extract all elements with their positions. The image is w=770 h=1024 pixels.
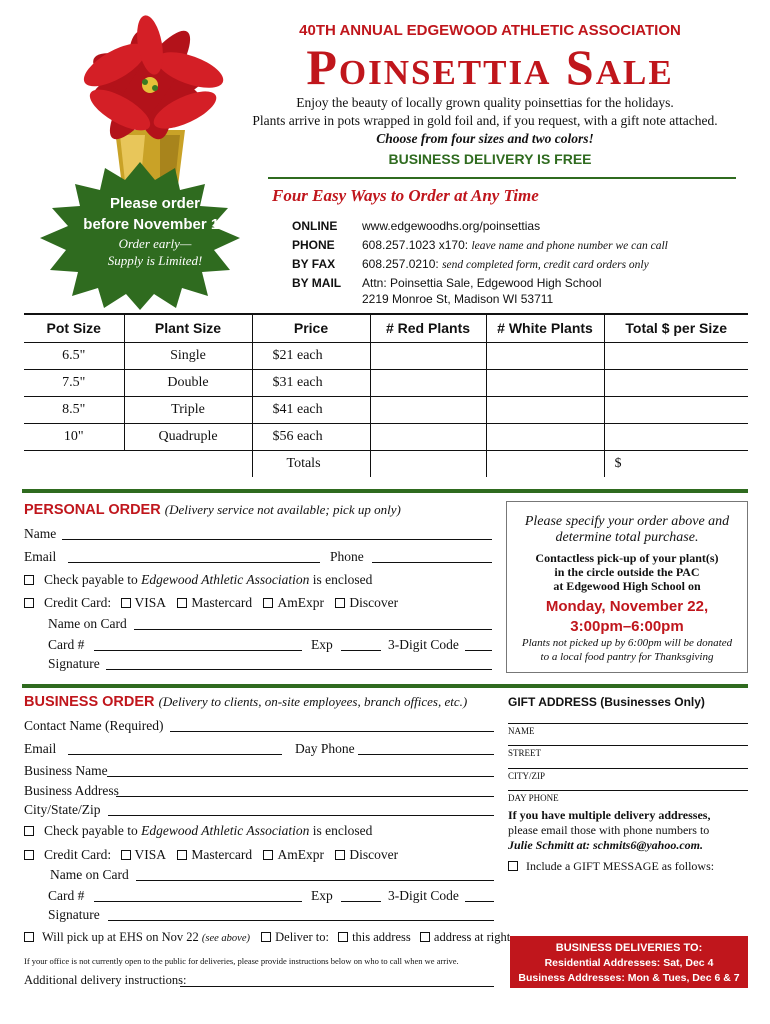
- card-number-field[interactable]: [94, 650, 302, 651]
- business-name-label: Business Name: [24, 763, 108, 778]
- pickup-note-line: Plants not picked up by 6:00pm will be donated: [521, 637, 733, 649]
- will-pickup-label: Will pick up at EHS on Nov 22: [42, 930, 202, 944]
- online-link[interactable]: www.edgewoodhs.org/poinsettias: [362, 219, 541, 233]
- gift-address-title: GIFT ADDRESS (Businesses Only): [508, 695, 705, 709]
- table-header-row: [24, 314, 748, 342]
- pickup-day: Monday, November 22,: [545, 598, 709, 615]
- personal-order-note: (Delivery service not available; pick up only): [164, 502, 401, 517]
- total-cell[interactable]: [604, 396, 748, 423]
- card-number-label: Card #: [48, 637, 85, 652]
- visa-label: VISA: [134, 595, 167, 610]
- business-name-on-card-field[interactable]: [136, 880, 494, 881]
- business-deliveries: Business Addresses: Mon & Tues, Dec 6 & 7: [518, 972, 740, 984]
- business-name-on-card-label: Name on Card: [50, 867, 129, 882]
- name-label: Name: [24, 526, 57, 541]
- total-cell[interactable]: [604, 369, 748, 396]
- red-plants-cell[interactable]: [370, 342, 486, 369]
- mail-label: BY MAIL: [292, 276, 342, 290]
- gift-message-label: Include a GIFT MESSAGE as follows:: [526, 859, 715, 873]
- discover-label: Discover: [349, 595, 399, 610]
- white-plants-cell[interactable]: [486, 369, 604, 396]
- plant-size: Quadruple: [124, 423, 252, 450]
- gift-street-caption: STREET: [508, 748, 541, 758]
- total-cell[interactable]: [604, 423, 748, 450]
- city-state-zip-label: City/State/Zip: [24, 802, 101, 817]
- column-header: Plant Size: [124, 314, 252, 342]
- badge-line: before November 11: [83, 216, 227, 233]
- check-text: Check payable to: [44, 823, 142, 838]
- white-plants-cell[interactable]: [486, 396, 604, 423]
- online-label: ONLINE: [292, 219, 338, 233]
- divider: [268, 177, 736, 179]
- pickup-note: [506, 636, 748, 664]
- check-text-end: is enclosed: [309, 823, 373, 838]
- intro-highlight: Choose from four sizes and two colors!: [376, 131, 594, 146]
- email-field[interactable]: [68, 562, 320, 563]
- this-address-checkbox[interactable]: [338, 932, 348, 942]
- multi-address-note: please email those with phone numbers to: [508, 823, 710, 837]
- check-text: Check payable to: [44, 572, 142, 587]
- gift-name-caption: NAME: [508, 726, 535, 736]
- gift-city-caption: CITY/ZIP: [508, 771, 545, 781]
- delivery-options: [24, 930, 510, 945]
- phone-label: Phone: [330, 549, 364, 564]
- pickup-location: [506, 551, 748, 593]
- city-state-zip-field[interactable]: [108, 815, 494, 816]
- price: $31 each: [252, 369, 370, 396]
- discover-label: Discover: [349, 847, 399, 862]
- pot-size: 6.5": [24, 342, 124, 369]
- deliver-to-checkbox[interactable]: [261, 932, 271, 942]
- fax-note: send completed form, credit card orders only: [442, 259, 649, 271]
- gift-city-field[interactable]: [508, 768, 748, 769]
- check-option: [24, 572, 372, 588]
- business-discover-checkbox[interactable]: [335, 850, 345, 860]
- contact-name-field[interactable]: [170, 731, 494, 732]
- column-header: Pot Size: [24, 314, 124, 342]
- business-check-option: [24, 823, 372, 839]
- ways-to-order-title: Four Easy Ways to Order at Any Time: [272, 186, 539, 205]
- plant-size: Double: [124, 369, 252, 396]
- mail-address-line2: 2219 Monroe St, Madison WI 53711: [362, 292, 554, 306]
- visa-checkbox[interactable]: [121, 598, 131, 608]
- badge-line: Order early—: [118, 236, 192, 251]
- discover-checkbox[interactable]: [335, 598, 345, 608]
- will-pickup-note: (see above): [201, 933, 251, 944]
- phone-label: PHONE: [292, 238, 335, 252]
- pickup-line: Contactless pick-up of your plant(s): [535, 551, 719, 565]
- contact-name-label: Contact Name (Required): [24, 718, 164, 733]
- check-checkbox[interactable]: [24, 575, 34, 585]
- business-name-field[interactable]: [107, 776, 494, 777]
- totals-label: Totals: [252, 450, 370, 477]
- pickup-time: 3:00pm–6:00pm: [570, 618, 684, 635]
- business-address-field[interactable]: [116, 796, 494, 797]
- deliver-to-label: Deliver to:: [275, 930, 329, 944]
- deliveries-heading: BUSINESS DELIVERIES TO:: [555, 942, 703, 954]
- pickup-instructions: [506, 514, 748, 546]
- plant-size: Single: [124, 342, 252, 369]
- exp-field[interactable]: [341, 650, 381, 651]
- office-note: If your office is not currently open to the public for deliveries, please provide instructions below on who to call when we arrive.: [24, 956, 459, 966]
- page-title: Poinsettia Sale: [306, 39, 674, 95]
- business-visa-checkbox[interactable]: [121, 850, 131, 860]
- column-header: Price: [252, 314, 370, 342]
- business-code-field[interactable]: [465, 901, 494, 902]
- amexpr-label: AmExpr: [277, 847, 324, 862]
- phone-note: leave name and phone number we can call: [471, 240, 668, 252]
- phone-value: [362, 238, 668, 252]
- business-signature-label: Signature: [48, 907, 100, 922]
- gift-phone-field[interactable]: [508, 790, 748, 791]
- pot-size: 7.5": [24, 369, 124, 396]
- mail-address-line1: Attn: Poinsettia Sale, Edgewood High School: [362, 276, 602, 290]
- table-row: [24, 342, 748, 369]
- order-table: [24, 313, 748, 477]
- business-signature-field[interactable]: [108, 920, 494, 921]
- name-on-card-label: Name on Card: [48, 616, 127, 631]
- pickup-line: Please specify your order above and: [524, 514, 730, 529]
- event-heading: 40TH ANNUAL EDGEWOOD ATHLETIC ASSOCIATION: [299, 22, 681, 39]
- multi-address-note: If you have multiple delivery addresses,: [508, 808, 711, 822]
- pickup-line: determine total purchase.: [555, 530, 699, 545]
- pot-size: 10": [24, 423, 124, 450]
- business-code-label: 3-Digit Code: [388, 888, 459, 903]
- gift-street-field[interactable]: [508, 745, 748, 746]
- mastercard-checkbox[interactable]: [177, 598, 187, 608]
- phone-number: 608.257.1023 x170:: [362, 238, 472, 252]
- business-mastercard-checkbox[interactable]: [177, 850, 187, 860]
- pot-size: 8.5": [24, 396, 124, 423]
- signature-label: Signature: [48, 656, 100, 671]
- business-email-field[interactable]: [68, 754, 282, 755]
- business-check-checkbox[interactable]: [24, 826, 34, 836]
- business-exp-field[interactable]: [341, 901, 381, 902]
- business-order-section: [24, 694, 467, 710]
- amexpr-label: AmExpr: [277, 595, 324, 610]
- red-plants-cell[interactable]: [370, 369, 486, 396]
- gift-message-checkbox[interactable]: [508, 861, 518, 871]
- personal-order-title: PERSONAL ORDER: [24, 502, 161, 518]
- business-address-label: Business Address: [24, 783, 119, 798]
- pickup-line: in the circle outside the PAC: [554, 565, 700, 579]
- check-payee: Edgewood Athletic Association: [141, 823, 310, 838]
- code-label: 3-Digit Code: [388, 637, 459, 652]
- business-credit-checkbox[interactable]: [24, 850, 34, 860]
- column-header: # White Plants: [486, 314, 604, 342]
- credit-card-checkbox[interactable]: [24, 598, 34, 608]
- business-deliveries-box: [510, 936, 748, 988]
- intro-line: Plants arrive in pots wrapped in gold foil and, if you request, with a gift note attached.: [252, 113, 718, 128]
- address-at-right-label: address at right: [433, 930, 511, 944]
- table-row: [24, 423, 748, 450]
- check-payee: Edgewood Athletic Association: [141, 572, 310, 587]
- contact-email: Julie Schmitt at: schmits6@yahoo.com.: [508, 838, 703, 852]
- additional-instructions-label: Additional delivery instructions:: [24, 973, 187, 987]
- business-email-label: Email: [24, 741, 57, 756]
- business-amexpr-checkbox[interactable]: [263, 850, 273, 860]
- credit-card-options: [24, 595, 398, 611]
- business-card-field[interactable]: [94, 901, 302, 902]
- gift-message-option: [508, 859, 714, 874]
- gift-name-field[interactable]: [508, 723, 748, 724]
- total-cell[interactable]: [604, 342, 748, 369]
- plant-size: Triple: [124, 396, 252, 423]
- mastercard-label: Mastercard: [191, 847, 253, 862]
- credit-card-label: Credit Card:: [44, 847, 112, 862]
- will-pickup-checkbox[interactable]: [24, 932, 34, 942]
- business-exp-label: Exp: [311, 888, 333, 903]
- pickup-date: [506, 597, 748, 637]
- business-credit-options: [24, 847, 398, 863]
- white-plants-cell[interactable]: [486, 342, 604, 369]
- badge-line: Supply is Limited!: [107, 253, 203, 268]
- amexpr-checkbox[interactable]: [263, 598, 273, 608]
- residential-deliveries: Residential Addresses: Sat, Dec 4: [544, 957, 714, 969]
- fax-number: 608.257.0210:: [362, 257, 443, 271]
- business-delivery-free: BUSINESS DELIVERY IS FREE: [388, 151, 592, 167]
- price: $41 each: [252, 396, 370, 423]
- order-deadline: [55, 193, 255, 269]
- fax-value: [362, 257, 649, 271]
- price: $21 each: [252, 342, 370, 369]
- table-row: [24, 369, 748, 396]
- phone-field[interactable]: [372, 562, 492, 563]
- code-field[interactable]: [465, 650, 492, 651]
- check-text-end: is enclosed: [309, 572, 373, 587]
- divider: [22, 489, 748, 493]
- business-order-note: (Delivery to clients, on-site employees, branch offices, etc.): [158, 694, 468, 709]
- white-plants-cell[interactable]: [486, 423, 604, 450]
- this-address-label: this address: [352, 930, 411, 944]
- intro-line: Enjoy the beauty of locally grown quality poinsettias for the holidays.: [296, 95, 674, 110]
- gift-phone-caption: DAY PHONE: [508, 793, 559, 803]
- badge-line: Please order: [109, 195, 201, 212]
- address-at-right-checkbox[interactable]: [420, 932, 430, 942]
- pickup-line: at Edgewood High School on: [553, 579, 701, 593]
- signature-field[interactable]: [106, 669, 492, 670]
- day-phone-field[interactable]: [358, 754, 494, 755]
- price: $56 each: [252, 423, 370, 450]
- totals-row: [24, 450, 748, 477]
- red-total-cell[interactable]: [370, 450, 486, 477]
- name-on-card-field[interactable]: [134, 629, 492, 630]
- column-header: Total $ per Size: [604, 314, 748, 342]
- personal-order-section: [24, 502, 401, 518]
- white-total-cell[interactable]: [486, 450, 604, 477]
- column-header: # Red Plants: [370, 314, 486, 342]
- fax-label: BY FAX: [292, 257, 336, 271]
- divider: [22, 684, 748, 688]
- business-card-label: Card #: [48, 888, 85, 903]
- exp-label: Exp: [311, 637, 333, 652]
- additional-instructions-field[interactable]: [180, 986, 494, 987]
- business-order-title: BUSINESS ORDER: [24, 694, 155, 710]
- table-row: [24, 396, 748, 423]
- credit-card-label: Credit Card:: [44, 595, 112, 610]
- day-phone-label: Day Phone: [295, 741, 355, 756]
- email-label: Email: [24, 549, 57, 564]
- visa-label: VISA: [134, 847, 167, 862]
- grand-total-cell[interactable]: $: [604, 450, 748, 477]
- pickup-note-line: to a local food pantry for Thanksgiving: [540, 651, 714, 663]
- mastercard-label: Mastercard: [191, 595, 253, 610]
- red-plants-cell[interactable]: [370, 396, 486, 423]
- name-field[interactable]: [62, 539, 492, 540]
- red-plants-cell[interactable]: [370, 423, 486, 450]
